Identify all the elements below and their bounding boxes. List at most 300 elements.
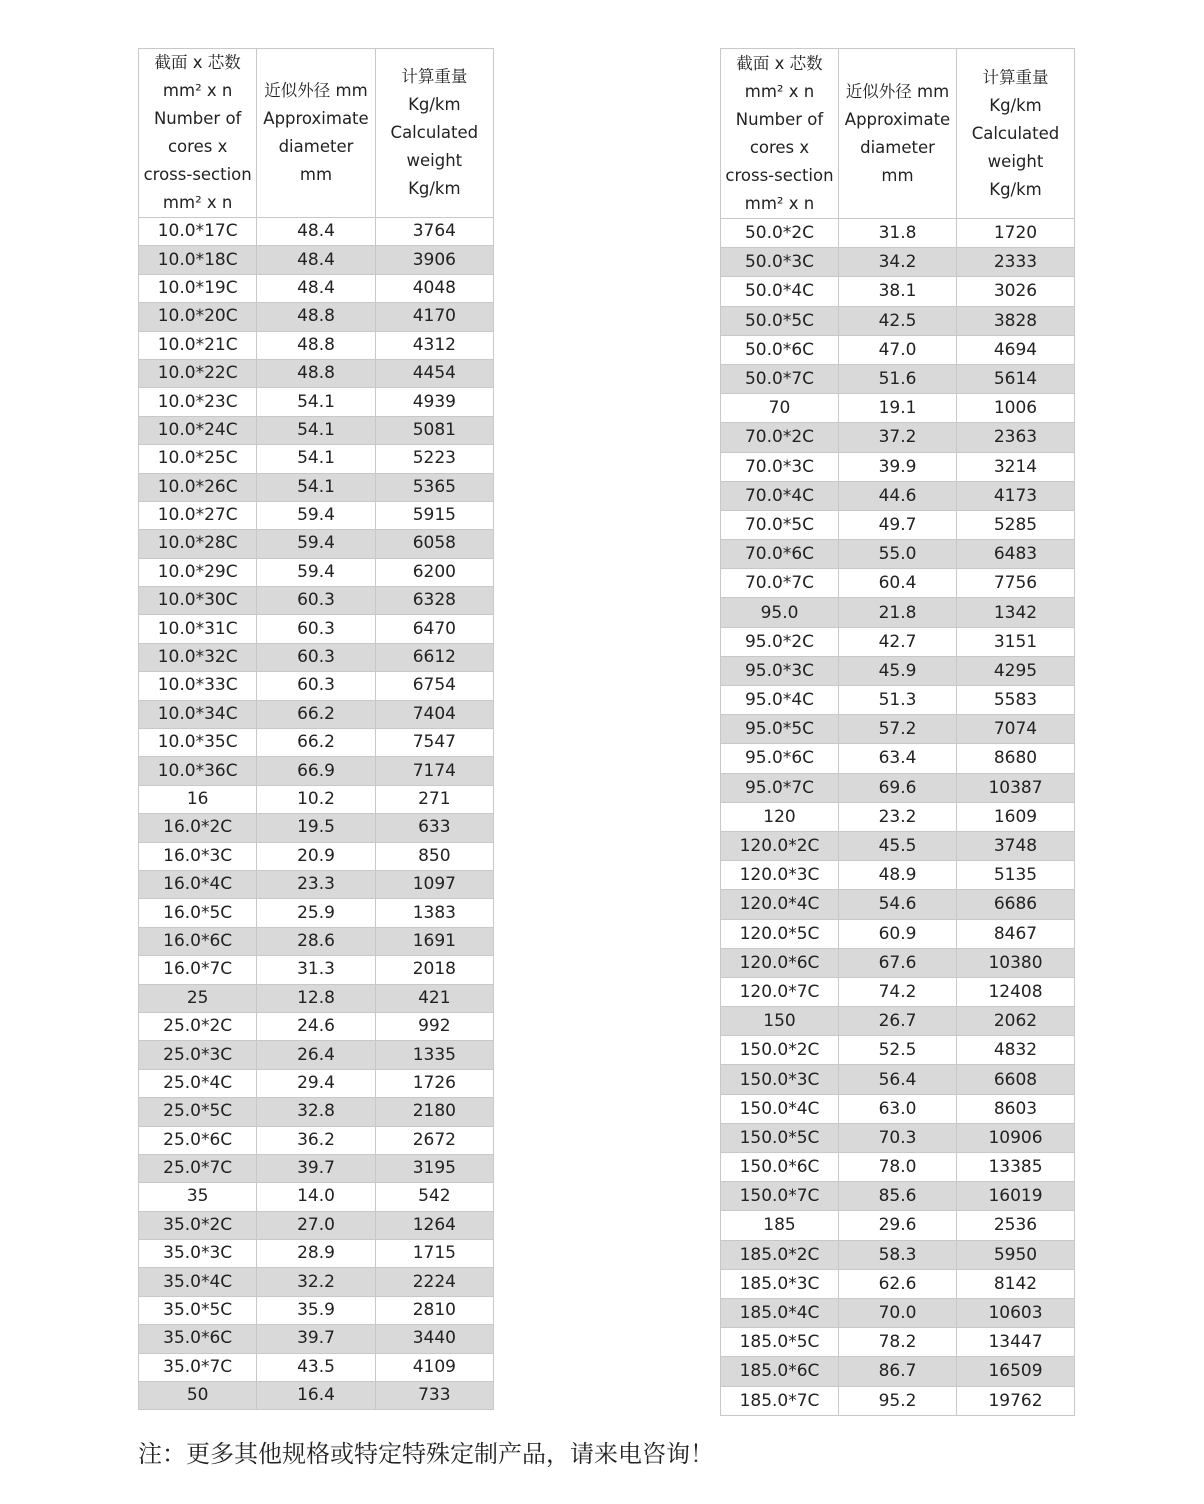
- diameter-cell: 54.1: [257, 445, 375, 473]
- weight-cell: 2810: [375, 1296, 493, 1324]
- weight-cell: 4832: [957, 1036, 1075, 1065]
- header-line: 近似外径 mm: [264, 81, 368, 100]
- header-line: Approximate: [844, 109, 951, 129]
- weight-cell: 10387: [957, 773, 1075, 802]
- table-row: [139, 729, 494, 757]
- weight-cell: 1609: [957, 802, 1075, 831]
- weight-cell: 5614: [957, 364, 1075, 393]
- diameter-cell: 34.2: [839, 248, 957, 277]
- weight-cell: 5135: [957, 861, 1075, 890]
- cross-section-cell: 10.0*28C: [139, 530, 257, 558]
- header-line: Kg/km: [408, 95, 461, 114]
- diameter-cell: 26.7: [839, 1007, 957, 1036]
- weight-cell: 2672: [375, 1126, 493, 1154]
- table-row: [139, 1041, 494, 1069]
- table-row: [721, 890, 1075, 919]
- diameter-cell: 29.6: [839, 1211, 957, 1240]
- weight-cell: 16509: [957, 1357, 1075, 1386]
- header-line: 计算重量: [401, 67, 468, 86]
- spec-table-left: [138, 48, 494, 1410]
- weight-cell: 6686: [957, 890, 1075, 919]
- table-row: [139, 359, 494, 387]
- table-row: [139, 1126, 494, 1154]
- header-line: mm² x n: [744, 81, 815, 101]
- header-row: [139, 49, 494, 218]
- diameter-cell: 48.4: [257, 218, 375, 246]
- cross-section-cell: 35.0*6C: [139, 1325, 257, 1353]
- table-row: [139, 246, 494, 274]
- cross-section-cell: 50.0*4C: [721, 277, 839, 306]
- diameter-cell: 31.8: [839, 219, 957, 248]
- diameter-cell: 63.4: [839, 744, 957, 773]
- diameter-cell: 85.6: [839, 1182, 957, 1211]
- cross-section-cell: 50.0*3C: [721, 248, 839, 277]
- weight-cell: 1691: [375, 927, 493, 955]
- cross-section-cell: 70.0*5C: [721, 510, 839, 539]
- header-line: mm² x n: [162, 81, 233, 100]
- table-row: [721, 831, 1075, 860]
- table-row: [139, 1268, 494, 1296]
- table-row: [721, 948, 1075, 977]
- table-row: [139, 842, 494, 870]
- diameter-cell: 48.8: [257, 331, 375, 359]
- diameter-cell: 60.3: [257, 643, 375, 671]
- diameter-cell: 62.6: [839, 1269, 957, 1298]
- table-row: [721, 861, 1075, 890]
- diameter-cell: 36.2: [257, 1126, 375, 1154]
- table-row: [139, 814, 494, 842]
- diameter-cell: 67.6: [839, 948, 957, 977]
- table-row: [721, 481, 1075, 510]
- table-row: [139, 1382, 494, 1410]
- cross-section-cell: 16.0*7C: [139, 956, 257, 984]
- cross-section-cell: 35.0*7C: [139, 1353, 257, 1381]
- weight-cell: 6058: [375, 530, 493, 558]
- weight-cell: 1715: [375, 1240, 493, 1268]
- diameter-cell: 47.0: [839, 335, 957, 364]
- weight-cell: 6754: [375, 672, 493, 700]
- table-row: [139, 1069, 494, 1097]
- weight-cell: 3151: [957, 627, 1075, 656]
- diameter-cell: 69.6: [839, 773, 957, 802]
- table-row: [139, 927, 494, 955]
- header-line: 截面 x 芯数: [154, 53, 241, 72]
- weight-cell: 5583: [957, 686, 1075, 715]
- cross-section-cell: 35: [139, 1183, 257, 1211]
- cross-section-cell: 185.0*4C: [721, 1298, 839, 1327]
- header-line: Calculated: [971, 123, 1060, 143]
- weight-cell: 6328: [375, 587, 493, 615]
- diameter-cell: 60.9: [839, 919, 957, 948]
- diameter-cell: 28.9: [257, 1240, 375, 1268]
- diameter-cell: 35.9: [257, 1296, 375, 1324]
- cross-section-cell: 95.0: [721, 598, 839, 627]
- table-row: [721, 773, 1075, 802]
- cross-section-cell: 120.0*4C: [721, 890, 839, 919]
- table-row: [721, 1007, 1075, 1036]
- cross-section-cell: 120.0*3C: [721, 861, 839, 890]
- diameter-cell: 12.8: [257, 984, 375, 1012]
- weight-cell: 6483: [957, 540, 1075, 569]
- weight-cell: 4109: [375, 1353, 493, 1381]
- table-row: [721, 569, 1075, 598]
- table-row: [721, 394, 1075, 423]
- weight-cell: 7404: [375, 700, 493, 728]
- cross-section-cell: 25.0*6C: [139, 1126, 257, 1154]
- table-row: [139, 1098, 494, 1126]
- cross-section-cell: 50.0*6C: [721, 335, 839, 364]
- table-row: [721, 423, 1075, 452]
- cross-section-cell: 70.0*6C: [721, 540, 839, 569]
- cross-section-cell: 10.0*31C: [139, 615, 257, 643]
- weight-cell: 3440: [375, 1325, 493, 1353]
- weight-cell: 5950: [957, 1240, 1075, 1269]
- cross-section-cell: 16.0*6C: [139, 927, 257, 955]
- cross-section-cell: 50.0*7C: [721, 364, 839, 393]
- cross-section-cell: 95.0*7C: [721, 773, 839, 802]
- table-row: [721, 1182, 1075, 1211]
- table-row: [721, 306, 1075, 335]
- diameter-cell: 42.5: [839, 306, 957, 335]
- table-row: [139, 700, 494, 728]
- weight-cell: 8467: [957, 919, 1075, 948]
- cross-section-cell: 16: [139, 785, 257, 813]
- diameter-cell: 59.4: [257, 501, 375, 529]
- weight-cell: 6200: [375, 558, 493, 586]
- diameter-cell: 44.6: [839, 481, 957, 510]
- cross-section-cell: 25.0*2C: [139, 1012, 257, 1040]
- diameter-cell: 48.8: [257, 303, 375, 331]
- table-row: [139, 388, 494, 416]
- header-line: Kg/km: [989, 95, 1042, 115]
- table-row: [139, 1353, 494, 1381]
- weight-cell: 271: [375, 785, 493, 813]
- diameter-cell: 55.0: [839, 540, 957, 569]
- table-row: [139, 416, 494, 444]
- table-row: [721, 1386, 1075, 1415]
- weight-cell: 5223: [375, 445, 493, 473]
- weight-cell: 1383: [375, 899, 493, 927]
- table-row: [721, 977, 1075, 1006]
- diameter-cell: 32.8: [257, 1098, 375, 1126]
- diameter-cell: 39.7: [257, 1154, 375, 1182]
- header-row: [721, 49, 1075, 219]
- cross-section-cell: 10.0*29C: [139, 558, 257, 586]
- cross-section-cell: 70.0*4C: [721, 481, 839, 510]
- weight-cell: 2062: [957, 1007, 1075, 1036]
- diameter-cell: 66.2: [257, 729, 375, 757]
- diameter-cell: 26.4: [257, 1041, 375, 1069]
- diameter-cell: 21.8: [839, 598, 957, 627]
- weight-cell: 10603: [957, 1298, 1075, 1327]
- table-row: [721, 452, 1075, 481]
- header-line: Number of: [735, 109, 824, 129]
- table-row: [139, 1325, 494, 1353]
- header-line: diameter: [860, 137, 935, 157]
- table-row: [721, 219, 1075, 248]
- diameter-cell: 54.1: [257, 473, 375, 501]
- table-row: [721, 1269, 1075, 1298]
- cross-section-cell: 10.0*21C: [139, 331, 257, 359]
- table-row: [139, 1012, 494, 1040]
- table-row: [139, 1154, 494, 1182]
- cross-section-cell: 10.0*34C: [139, 700, 257, 728]
- header-line: 近似外径 mm: [845, 81, 950, 101]
- diameter-cell: 37.2: [839, 423, 957, 452]
- table-row: [721, 656, 1075, 685]
- diameter-cell: 32.2: [257, 1268, 375, 1296]
- weight-cell: 3748: [957, 831, 1075, 860]
- table-row: [721, 686, 1075, 715]
- weight-cell: 4312: [375, 331, 493, 359]
- weight-cell: 13385: [957, 1153, 1075, 1182]
- table-row: [721, 1357, 1075, 1386]
- header-line: cross-section: [143, 165, 252, 184]
- weight-cell: 633: [375, 814, 493, 842]
- table-row: [139, 303, 494, 331]
- weight-cell: 3026: [957, 277, 1075, 306]
- weight-cell: 10380: [957, 948, 1075, 977]
- weight-cell: 733: [375, 1382, 493, 1410]
- table-row: [139, 956, 494, 984]
- cross-section-cell: 150.0*5C: [721, 1123, 839, 1152]
- header-line: 截面 x 芯数: [736, 53, 823, 73]
- weight-cell: 2018: [375, 956, 493, 984]
- diameter-cell: 48.9: [839, 861, 957, 890]
- table-row: [139, 1296, 494, 1324]
- weight-cell: 5365: [375, 473, 493, 501]
- cross-section-cell: 10.0*18C: [139, 246, 257, 274]
- weight-cell: 4694: [957, 335, 1075, 364]
- table-row: [139, 1211, 494, 1239]
- table-row: [721, 277, 1075, 306]
- table-row: [721, 1153, 1075, 1182]
- cross-section-cell: 150.0*3C: [721, 1065, 839, 1094]
- header-cross-section: [721, 49, 839, 219]
- weight-cell: 4048: [375, 274, 493, 302]
- cross-section-cell: 150.0*7C: [721, 1182, 839, 1211]
- table-row: [721, 248, 1075, 277]
- diameter-cell: 43.5: [257, 1353, 375, 1381]
- weight-cell: 4454: [375, 359, 493, 387]
- weight-cell: 1264: [375, 1211, 493, 1239]
- table-row: [139, 331, 494, 359]
- weight-cell: 1335: [375, 1041, 493, 1069]
- diameter-cell: 39.9: [839, 452, 957, 481]
- cross-section-cell: 10.0*35C: [139, 729, 257, 757]
- weight-cell: 1097: [375, 870, 493, 898]
- table-row: [139, 672, 494, 700]
- table-row: [721, 627, 1075, 656]
- diameter-cell: 59.4: [257, 530, 375, 558]
- header-line: Kg/km: [989, 179, 1042, 199]
- weight-cell: 12408: [957, 977, 1075, 1006]
- header-line: Approximate: [263, 109, 369, 128]
- table-row: [139, 274, 494, 302]
- cross-section-cell: 95.0*3C: [721, 656, 839, 685]
- weight-cell: 2363: [957, 423, 1075, 452]
- cross-section-cell: 35.0*5C: [139, 1296, 257, 1324]
- table-row: [139, 1240, 494, 1268]
- diameter-cell: 54.1: [257, 416, 375, 444]
- header-diameter: [257, 49, 375, 218]
- cross-section-cell: 150.0*6C: [721, 1153, 839, 1182]
- table-row: [721, 1211, 1075, 1240]
- cross-section-cell: 10.0*17C: [139, 218, 257, 246]
- footer-note: 注：更多其他规格或特定特殊定制产品，请来电咨询！: [138, 1440, 714, 1468]
- weight-cell: 5081: [375, 416, 493, 444]
- cross-section-cell: 50.0*5C: [721, 306, 839, 335]
- header-line: Calculated: [390, 123, 479, 142]
- header-line: weight: [406, 151, 463, 170]
- table-row: [721, 802, 1075, 831]
- diameter-cell: 45.9: [839, 656, 957, 685]
- weight-cell: 3764: [375, 218, 493, 246]
- weight-cell: 2180: [375, 1098, 493, 1126]
- diameter-cell: 25.9: [257, 899, 375, 927]
- weight-cell: 10906: [957, 1123, 1075, 1152]
- weight-cell: 6612: [375, 643, 493, 671]
- table-row: [139, 1183, 494, 1211]
- table-row: [139, 473, 494, 501]
- table-row: [721, 744, 1075, 773]
- cross-section-cell: 70.0*7C: [721, 569, 839, 598]
- cross-section-cell: 25.0*3C: [139, 1041, 257, 1069]
- cross-section-cell: 185.0*6C: [721, 1357, 839, 1386]
- cross-section-cell: 16.0*4C: [139, 870, 257, 898]
- diameter-cell: 42.7: [839, 627, 957, 656]
- diameter-cell: 38.1: [839, 277, 957, 306]
- header-line: diameter: [278, 137, 354, 156]
- table-row: [139, 757, 494, 785]
- cross-section-cell: 120.0*2C: [721, 831, 839, 860]
- weight-cell: 5285: [957, 510, 1075, 539]
- cross-section-cell: 35.0*3C: [139, 1240, 257, 1268]
- table-row: [139, 643, 494, 671]
- cross-section-cell: 70: [721, 394, 839, 423]
- diameter-cell: 54.1: [257, 388, 375, 416]
- weight-cell: 13447: [957, 1328, 1075, 1357]
- cross-section-cell: 185.0*3C: [721, 1269, 839, 1298]
- weight-cell: 1720: [957, 219, 1075, 248]
- cross-section-cell: 10.0*32C: [139, 643, 257, 671]
- diameter-cell: 56.4: [839, 1065, 957, 1094]
- cross-section-cell: 95.0*2C: [721, 627, 839, 656]
- table-row: [721, 598, 1075, 627]
- weight-cell: 1342: [957, 598, 1075, 627]
- table-row: [721, 1123, 1075, 1152]
- weight-cell: 6608: [957, 1065, 1075, 1094]
- diameter-cell: 51.6: [839, 364, 957, 393]
- cross-section-cell: 70.0*3C: [721, 452, 839, 481]
- table-row: [721, 715, 1075, 744]
- weight-cell: 4295: [957, 656, 1075, 685]
- weight-cell: 1726: [375, 1069, 493, 1097]
- table-row: [139, 870, 494, 898]
- diameter-cell: 60.3: [257, 587, 375, 615]
- diameter-cell: 48.4: [257, 246, 375, 274]
- diameter-cell: 14.0: [257, 1183, 375, 1211]
- cross-section-cell: 185.0*2C: [721, 1240, 839, 1269]
- cross-section-cell: 50.0*2C: [721, 219, 839, 248]
- diameter-cell: 23.2: [839, 802, 957, 831]
- cross-section-cell: 16.0*5C: [139, 899, 257, 927]
- diameter-cell: 95.2: [839, 1386, 957, 1415]
- cross-section-cell: 16.0*2C: [139, 814, 257, 842]
- cross-section-cell: 10.0*24C: [139, 416, 257, 444]
- diameter-cell: 57.2: [839, 715, 957, 744]
- header-diameter: [839, 49, 957, 219]
- table-row: [139, 530, 494, 558]
- table-row: [139, 445, 494, 473]
- header-line: 计算重量: [982, 67, 1049, 87]
- table-row: [139, 587, 494, 615]
- diameter-cell: 29.4: [257, 1069, 375, 1097]
- weight-cell: 850: [375, 842, 493, 870]
- table-row: [139, 984, 494, 1012]
- weight-cell: 1006: [957, 394, 1075, 423]
- cross-section-cell: 185.0*5C: [721, 1328, 839, 1357]
- weight-cell: 7174: [375, 757, 493, 785]
- weight-cell: 3195: [375, 1154, 493, 1182]
- diameter-cell: 86.7: [839, 1357, 957, 1386]
- header-line: Kg/km: [408, 179, 461, 198]
- weight-cell: 421: [375, 984, 493, 1012]
- weight-cell: 2536: [957, 1211, 1075, 1240]
- diameter-cell: 60.3: [257, 672, 375, 700]
- diameter-cell: 66.2: [257, 700, 375, 728]
- diameter-cell: 52.5: [839, 1036, 957, 1065]
- diameter-cell: 74.2: [839, 977, 957, 1006]
- diameter-cell: 60.3: [257, 615, 375, 643]
- table-row: [721, 1298, 1075, 1327]
- cross-section-cell: 10.0*25C: [139, 445, 257, 473]
- diameter-cell: 24.6: [257, 1012, 375, 1040]
- diameter-cell: 54.6: [839, 890, 957, 919]
- table-row: [139, 218, 494, 246]
- diameter-cell: 70.3: [839, 1123, 957, 1152]
- diameter-cell: 49.7: [839, 510, 957, 539]
- diameter-cell: 78.2: [839, 1328, 957, 1357]
- cross-section-cell: 10.0*33C: [139, 672, 257, 700]
- diameter-cell: 51.3: [839, 686, 957, 715]
- table-row: [721, 510, 1075, 539]
- table-row: [721, 919, 1075, 948]
- weight-cell: 992: [375, 1012, 493, 1040]
- table-row: [721, 1094, 1075, 1123]
- cross-section-cell: 10.0*19C: [139, 274, 257, 302]
- header-line: cores x: [167, 137, 228, 156]
- diameter-cell: 23.3: [257, 870, 375, 898]
- weight-cell: 5915: [375, 501, 493, 529]
- header-line: weight: [987, 151, 1044, 171]
- diameter-cell: 45.5: [839, 831, 957, 860]
- header-line: mm² x n: [744, 193, 815, 213]
- cross-section-cell: 150.0*2C: [721, 1036, 839, 1065]
- cross-section-cell: 50: [139, 1382, 257, 1410]
- cross-section-cell: 25.0*4C: [139, 1069, 257, 1097]
- cross-section-cell: 25.0*7C: [139, 1154, 257, 1182]
- cross-section-cell: 10.0*36C: [139, 757, 257, 785]
- header-line: Number of: [153, 109, 242, 128]
- cross-section-cell: 95.0*6C: [721, 744, 839, 773]
- diameter-cell: 48.8: [257, 359, 375, 387]
- table-row: [139, 501, 494, 529]
- weight-cell: 3828: [957, 306, 1075, 335]
- weight-cell: 7756: [957, 569, 1075, 598]
- diameter-cell: 31.3: [257, 956, 375, 984]
- cross-section-cell: 10.0*30C: [139, 587, 257, 615]
